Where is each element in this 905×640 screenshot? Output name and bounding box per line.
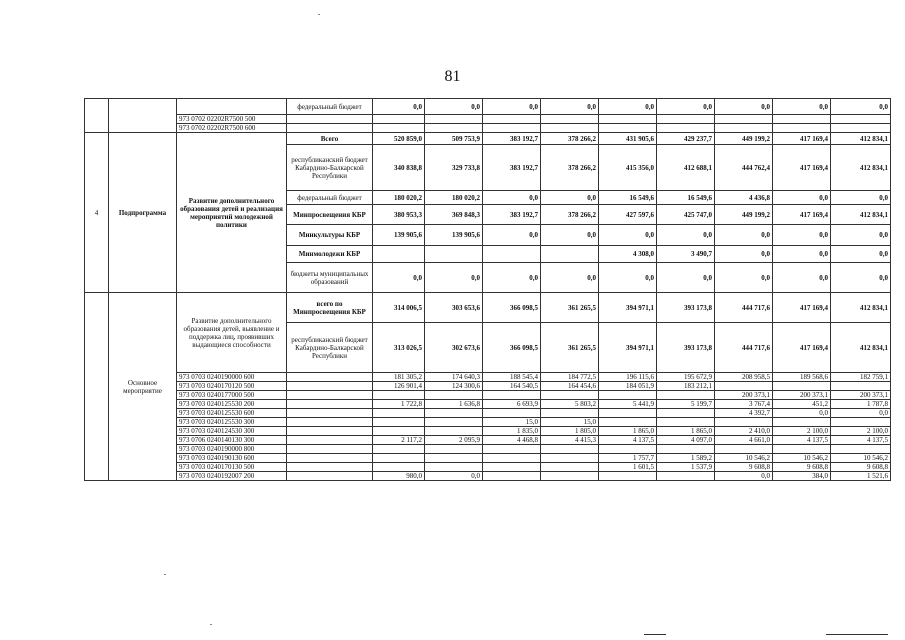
table-row	[85, 293, 891, 323]
empty-value-cell	[831, 124, 891, 133]
code-row-value-5: 5 441,9	[599, 400, 657, 409]
source-cell: федеральный бюджет	[287, 99, 373, 115]
subprogram-value-5: 415 356,0	[599, 145, 657, 191]
cont-value-3: 0,0	[483, 99, 541, 115]
empty-value-cell	[773, 115, 831, 124]
subprogram-value-5: 0,0	[599, 225, 657, 246]
code-row-value-2	[425, 427, 483, 436]
code-row-value-2: 0,0	[425, 472, 483, 481]
type-cell	[109, 99, 177, 133]
code-row-value-7: 10 546,2	[715, 454, 773, 463]
code-row-value-4	[541, 454, 599, 463]
main-event-value-3: 366 098,5	[483, 293, 541, 323]
table-row	[85, 124, 891, 133]
code-row-value-2: 124 300,6	[425, 382, 483, 391]
code-row-value-4: 5 803,2	[541, 400, 599, 409]
main-event-value-1: 313 026,5	[373, 323, 425, 373]
source-cell	[287, 445, 373, 454]
subprogram-source: Минкультуры КБР	[287, 225, 373, 246]
subprogram-name: Развитие дополнительного образования детей и реализация мероприятий молодежной политики	[177, 133, 287, 293]
code-row-value-5: 1 865,0	[599, 427, 657, 436]
subprogram-value-6: 16 549,6	[657, 191, 715, 205]
table-row	[85, 373, 891, 382]
source-cell	[287, 454, 373, 463]
source-cell	[287, 115, 373, 124]
subprogram-value-2: 329 733,8	[425, 145, 483, 191]
code-cell: 973 0702 02202R7500 600	[177, 124, 287, 133]
subprogram-source: федеральный бюджет	[287, 191, 373, 205]
cont-value-4: 0,0	[541, 99, 599, 115]
code-row-value-9: 1 521,6	[831, 472, 891, 481]
code-row-value-9: 1 787,8	[831, 400, 891, 409]
table-row	[85, 472, 891, 481]
code-row-value-7: 2 410,0	[715, 427, 773, 436]
code-row-value-5	[599, 472, 657, 481]
subprogram-value-3: 383 192,7	[483, 205, 541, 225]
table-row	[85, 133, 891, 145]
subprogram-value-1: 520 859,0	[373, 133, 425, 145]
subprogram-value-3: 0,0	[483, 191, 541, 205]
code-row-value-1	[373, 391, 425, 400]
code-row-value-1: 181 305,2	[373, 373, 425, 382]
subprogram-value-7: 449 199,2	[715, 133, 773, 145]
subprogram-value-9: 412 834,1	[831, 145, 891, 191]
subprogram-value-3: 0,0	[483, 225, 541, 246]
empty-value-cell	[373, 124, 425, 133]
subprogram-value-5: 16 549,6	[599, 191, 657, 205]
code-row-value-1	[373, 463, 425, 472]
subprogram-value-1: 340 838,8	[373, 145, 425, 191]
code-row-value-1	[373, 409, 425, 418]
name-cell	[177, 99, 287, 115]
bottom-rule-2	[826, 634, 888, 635]
speck-top	[318, 14, 320, 15]
code-row-value-2	[425, 463, 483, 472]
empty-value-cell	[425, 115, 483, 124]
code-cell: 973 0702 02202R7500 500	[177, 115, 287, 124]
empty-value-cell	[483, 115, 541, 124]
code-row-value-2	[425, 391, 483, 400]
main-event-value-6: 393 173,8	[657, 293, 715, 323]
code-row-value-4	[541, 409, 599, 418]
code-row-value-3: 6 693,9	[483, 400, 541, 409]
code-row-value-7: 208 958,5	[715, 373, 773, 382]
empty-value-cell	[773, 124, 831, 133]
code-row-value-9: 9 608,8	[831, 463, 891, 472]
code-row-value-4: 184 772,5	[541, 373, 599, 382]
code-row-value-6	[657, 418, 715, 427]
code-row-value-2: 1 636,8	[425, 400, 483, 409]
source-cell	[287, 427, 373, 436]
code-row-value-5: 1 757,7	[599, 454, 657, 463]
source-cell	[287, 373, 373, 382]
subprogram-value-3: 383 192,7	[483, 133, 541, 145]
subprogram-value-4: 0,0	[541, 191, 599, 205]
cont-value-2: 0,0	[425, 99, 483, 115]
page-number: 81	[444, 68, 461, 85]
code-row-value-9	[831, 445, 891, 454]
subprogram-value-3: 0,0	[483, 263, 541, 293]
speck-left	[164, 574, 166, 575]
main-event-value-2: 303 653,6	[425, 293, 483, 323]
code-row-value-9: 2 100,0	[831, 427, 891, 436]
table-row	[85, 427, 891, 436]
table-row	[85, 382, 891, 391]
code-row-value-3: 1 835,0	[483, 427, 541, 436]
code-row-value-3	[483, 391, 541, 400]
empty-value-cell	[599, 115, 657, 124]
empty-value-cell	[425, 124, 483, 133]
code-row-value-3: 188 545,4	[483, 373, 541, 382]
code-row-value-4	[541, 472, 599, 481]
main-event-index	[85, 293, 109, 481]
subprogram-value-3	[483, 246, 541, 263]
code-row-value-6	[657, 445, 715, 454]
subprogram-value-8: 0,0	[773, 263, 831, 293]
subprogram-value-7: 444 762,4	[715, 145, 773, 191]
code-row-value-5: 196 115,6	[599, 373, 657, 382]
subprogram-value-7: 449 199,2	[715, 205, 773, 225]
code-row-value-8: 451,2	[773, 400, 831, 409]
code-row-value-1	[373, 445, 425, 454]
source-cell	[287, 436, 373, 445]
code-row-value-9: 182 759,1	[831, 373, 891, 382]
subprogram-value-2: 0,0	[425, 263, 483, 293]
source-cell	[287, 409, 373, 418]
code-cell: 973 0703 0240125530 200	[177, 400, 287, 409]
subprogram-value-4: 0,0	[541, 263, 599, 293]
code-cell: 973 0703 0240177000 500	[177, 391, 287, 400]
code-row-value-2	[425, 454, 483, 463]
code-cell: 973 0703 0240125530 600	[177, 409, 287, 418]
subprogram-index: 4	[85, 133, 109, 293]
subprogram-value-4: 0,0	[541, 225, 599, 246]
code-row-value-7: 200 373,1	[715, 391, 773, 400]
subprogram-source: Минмолодежи КБР	[287, 246, 373, 263]
code-row-value-5: 1 601,5	[599, 463, 657, 472]
subprogram-value-6: 429 237,7	[657, 133, 715, 145]
subprogram-value-1: 139 905,6	[373, 225, 425, 246]
empty-value-cell	[483, 124, 541, 133]
code-row-value-2: 174 640,3	[425, 373, 483, 382]
subprogram-value-7: 0,0	[715, 263, 773, 293]
subprogram-value-1: 0,0	[373, 263, 425, 293]
empty-value-cell	[657, 115, 715, 124]
code-row-value-4	[541, 463, 599, 472]
empty-value-cell	[599, 124, 657, 133]
subprogram-value-8: 0,0	[773, 246, 831, 263]
subprogram-value-9: 412 834,1	[831, 205, 891, 225]
subprogram-value-2: 180 020,2	[425, 191, 483, 205]
code-row-value-9: 4 137,5	[831, 436, 891, 445]
code-row-value-3	[483, 409, 541, 418]
code-row-value-8	[773, 382, 831, 391]
index-cell	[85, 99, 109, 133]
main-event-value-5: 394 971,1	[599, 323, 657, 373]
subprogram-value-5: 431 905,6	[599, 133, 657, 145]
main-event-value-1: 314 006,5	[373, 293, 425, 323]
code-row-value-5: 4 137,5	[599, 436, 657, 445]
table-row	[85, 445, 891, 454]
code-row-value-6: 183 212,1	[657, 382, 715, 391]
code-cell: 973 0703 0240192007 200	[177, 472, 287, 481]
code-row-value-7: 0,0	[715, 472, 773, 481]
code-row-value-5: 184 051,9	[599, 382, 657, 391]
subprogram-value-4	[541, 246, 599, 263]
table-row	[85, 115, 891, 124]
code-row-value-6: 195 672,9	[657, 373, 715, 382]
subprogram-value-6: 425 747,0	[657, 205, 715, 225]
subprogram-value-9: 0,0	[831, 246, 891, 263]
code-row-value-3: 15,0	[483, 418, 541, 427]
subprogram-type: Подпрограмма	[109, 133, 177, 293]
code-row-value-9	[831, 418, 891, 427]
table-row	[85, 99, 891, 115]
cont-value-1: 0,0	[373, 99, 425, 115]
code-row-value-7: 4 392,7	[715, 409, 773, 418]
main-event-value-4: 361 265,5	[541, 293, 599, 323]
main-event-name: Развитие дополнительного образования детей, выявление и поддержка лиц, проявивших выдающиеся способности	[177, 293, 287, 373]
subprogram-value-2	[425, 246, 483, 263]
cont-value-8: 0,0	[773, 99, 831, 115]
subprogram-value-2: 509 753,9	[425, 133, 483, 145]
empty-value-cell	[715, 124, 773, 133]
code-row-value-6: 5 199,7	[657, 400, 715, 409]
subprogram-value-7: 0,0	[715, 225, 773, 246]
cont-value-7: 0,0	[715, 99, 773, 115]
code-row-value-4: 1 805,0	[541, 427, 599, 436]
subprogram-source: бюджеты муниципальных образований	[287, 263, 373, 293]
code-row-value-6: 1 537,9	[657, 463, 715, 472]
code-row-value-1: 980,0	[373, 472, 425, 481]
table-row	[85, 400, 891, 409]
main-event-type: Основное мероприятие	[109, 293, 177, 481]
code-row-value-7: 9 608,8	[715, 463, 773, 472]
empty-value-cell	[657, 124, 715, 133]
code-row-value-8: 10 546,2	[773, 454, 831, 463]
subprogram-value-4: 378 266,2	[541, 133, 599, 145]
code-row-value-4: 15,0	[541, 418, 599, 427]
code-row-value-1	[373, 427, 425, 436]
code-row-value-9	[831, 382, 891, 391]
code-row-value-1: 126 901,4	[373, 382, 425, 391]
subprogram-source: Минпросвещения КБР	[287, 205, 373, 225]
code-row-value-2	[425, 409, 483, 418]
code-row-value-8: 2 100,0	[773, 427, 831, 436]
code-row-value-8	[773, 445, 831, 454]
code-row-value-8: 4 137,5	[773, 436, 831, 445]
code-row-value-5	[599, 445, 657, 454]
subprogram-value-6: 0,0	[657, 225, 715, 246]
code-row-value-8: 200 373,1	[773, 391, 831, 400]
subprogram-value-8: 0,0	[773, 225, 831, 246]
subprogram-value-6: 0,0	[657, 263, 715, 293]
subprogram-value-9: 0,0	[831, 263, 891, 293]
code-cell: 973 0703 0240190130 600	[177, 454, 287, 463]
code-row-value-3: 164 540,5	[483, 382, 541, 391]
code-row-value-6	[657, 391, 715, 400]
code-row-value-8: 189 568,6	[773, 373, 831, 382]
subprogram-value-9: 0,0	[831, 191, 891, 205]
source-cell	[287, 463, 373, 472]
code-row-value-1	[373, 418, 425, 427]
code-cell: 973 0703 0240125530 300	[177, 418, 287, 427]
bottom-rule-1	[644, 634, 666, 635]
subprogram-value-6: 412 688,1	[657, 145, 715, 191]
subprogram-value-9: 412 834,1	[831, 133, 891, 145]
subprogram-value-3: 383 192,7	[483, 145, 541, 191]
code-cell: 973 0703 0240170130 500	[177, 463, 287, 472]
code-row-value-3	[483, 472, 541, 481]
subprogram-value-5: 0,0	[599, 263, 657, 293]
empty-value-cell	[373, 115, 425, 124]
code-row-value-5	[599, 391, 657, 400]
code-row-value-4: 164 454,6	[541, 382, 599, 391]
code-row-value-7: 3 767,4	[715, 400, 773, 409]
main-event-value-9: 412 834,1	[831, 293, 891, 323]
subprogram-value-4: 378 266,2	[541, 205, 599, 225]
source-cell	[287, 382, 373, 391]
code-row-value-6: 4 097,0	[657, 436, 715, 445]
subprogram-value-1: 180 020,2	[373, 191, 425, 205]
cont-value-9: 0,0	[831, 99, 891, 115]
subprogram-value-2: 369 848,3	[425, 205, 483, 225]
code-row-value-1: 2 117,2	[373, 436, 425, 445]
code-row-value-3: 4 468,8	[483, 436, 541, 445]
source-cell	[287, 391, 373, 400]
empty-value-cell	[541, 124, 599, 133]
code-row-value-9: 200 373,1	[831, 391, 891, 400]
main-event-value-8: 417 169,4	[773, 293, 831, 323]
code-row-value-7	[715, 418, 773, 427]
subprogram-value-8: 0,0	[773, 191, 831, 205]
table-row	[85, 391, 891, 400]
subprogram-value-8: 417 169,4	[773, 133, 831, 145]
empty-value-cell	[831, 115, 891, 124]
source-cell	[287, 124, 373, 133]
code-row-value-8: 0,0	[773, 409, 831, 418]
subprogram-value-7: 0,0	[715, 246, 773, 263]
code-row-value-6	[657, 472, 715, 481]
main-event-value-5: 394 971,1	[599, 293, 657, 323]
subprogram-source: республиканский бюджет Кабардино-Балкарской Республики	[287, 145, 373, 191]
subprogram-value-9: 0,0	[831, 225, 891, 246]
code-row-value-6: 1 865,0	[657, 427, 715, 436]
code-row-value-6: 1 589,2	[657, 454, 715, 463]
code-row-value-5	[599, 409, 657, 418]
main-event-value-3: 366 098,5	[483, 323, 541, 373]
code-row-value-8: 384,0	[773, 472, 831, 481]
source-cell	[287, 418, 373, 427]
subprogram-value-5: 4 308,0	[599, 246, 657, 263]
budget-table	[84, 98, 891, 481]
table-row	[85, 436, 891, 445]
code-row-value-8	[773, 418, 831, 427]
code-row-value-2	[425, 445, 483, 454]
code-row-value-5	[599, 418, 657, 427]
subprogram-value-7: 4 436,8	[715, 191, 773, 205]
code-row-value-6	[657, 409, 715, 418]
subprogram-source: Всего	[287, 133, 373, 145]
subprogram-value-2: 139 905,6	[425, 225, 483, 246]
main-event-value-6: 393 173,8	[657, 323, 715, 373]
code-row-value-1	[373, 454, 425, 463]
code-row-value-3	[483, 463, 541, 472]
table-row	[85, 463, 891, 472]
code-row-value-7	[715, 445, 773, 454]
main-event-value-7: 444 717,6	[715, 323, 773, 373]
subprogram-value-8: 417 169,4	[773, 205, 831, 225]
main-event-value-7: 444 717,6	[715, 293, 773, 323]
cont-value-6: 0,0	[657, 99, 715, 115]
subprogram-value-6: 3 490,7	[657, 246, 715, 263]
code-cell: 973 0703 0240190000 600	[177, 373, 287, 382]
code-cell: 973 0703 0240170120 500	[177, 382, 287, 391]
code-row-value-7	[715, 382, 773, 391]
source-cell	[287, 400, 373, 409]
subprogram-value-1: 380 953,3	[373, 205, 425, 225]
table-row	[85, 409, 891, 418]
code-row-value-9: 10 546,2	[831, 454, 891, 463]
subprogram-value-8: 417 169,4	[773, 145, 831, 191]
speck-bottom	[210, 624, 212, 625]
empty-value-cell	[541, 115, 599, 124]
code-cell: 973 0703 0240124530 300	[177, 427, 287, 436]
main-event-source: всего по Минпросвещения КБР	[287, 293, 373, 323]
code-row-value-8: 9 608,8	[773, 463, 831, 472]
subprogram-value-1	[373, 246, 425, 263]
code-row-value-7: 4 661,0	[715, 436, 773, 445]
code-row-value-4: 4 415,3	[541, 436, 599, 445]
main-event-source: республиканский бюджет Кабардино-Балкарской Республики	[287, 323, 373, 373]
code-row-value-3	[483, 454, 541, 463]
code-row-value-4	[541, 391, 599, 400]
table-row	[85, 454, 891, 463]
code-cell: 973 0706 0240140130 300	[177, 436, 287, 445]
subprogram-value-5: 427 597,6	[599, 205, 657, 225]
code-row-value-4	[541, 445, 599, 454]
code-row-value-9: 0,0	[831, 409, 891, 418]
code-cell: 973 0703 0240190000 800	[177, 445, 287, 454]
empty-value-cell	[715, 115, 773, 124]
table-row	[85, 418, 891, 427]
cont-value-5: 0,0	[599, 99, 657, 115]
code-row-value-3	[483, 445, 541, 454]
subprogram-value-4: 378 266,2	[541, 145, 599, 191]
main-event-value-8: 417 169,4	[773, 323, 831, 373]
code-row-value-2	[425, 418, 483, 427]
main-event-value-4: 361 265,5	[541, 323, 599, 373]
main-event-value-2: 302 673,6	[425, 323, 483, 373]
source-cell	[287, 472, 373, 481]
main-event-value-9: 412 834,1	[831, 323, 891, 373]
code-row-value-1: 1 722,8	[373, 400, 425, 409]
code-row-value-2: 2 095,9	[425, 436, 483, 445]
